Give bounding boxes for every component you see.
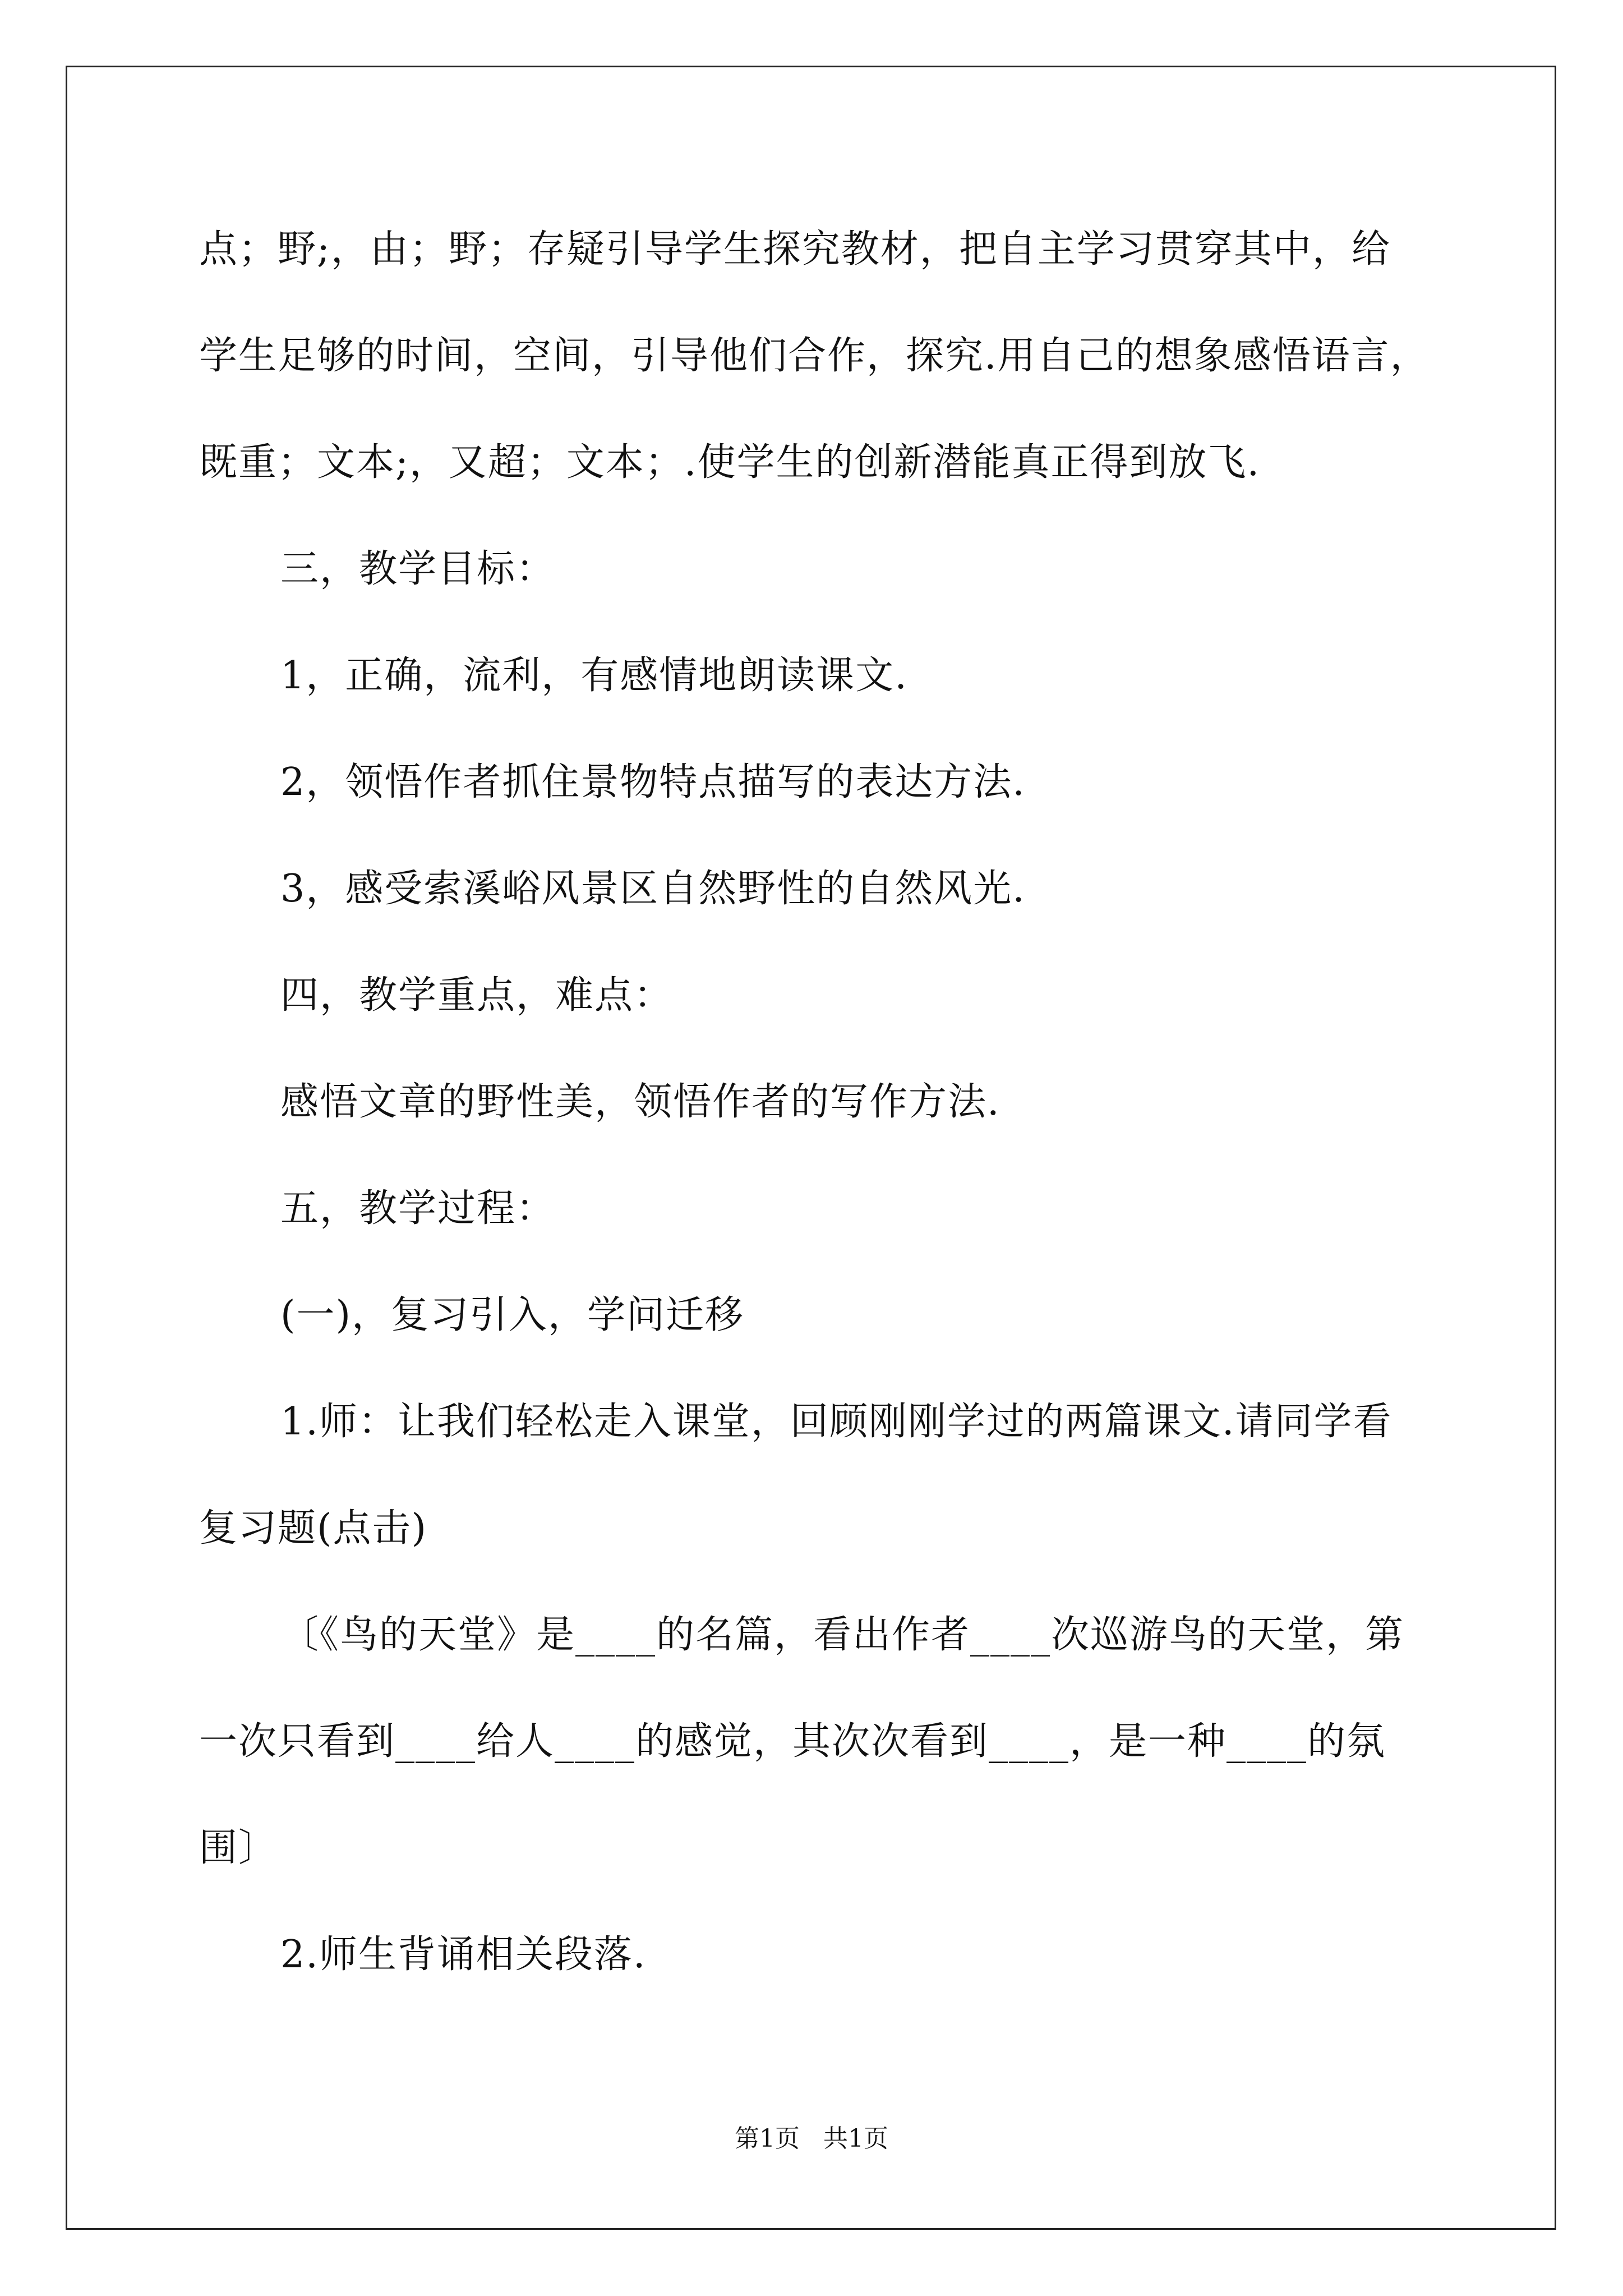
list-item: 1，正确，流利，有感情地朗读课文. xyxy=(280,654,908,698)
list-item: 2，领悟作者抓住景物特点描写的表达方法. xyxy=(280,760,1026,804)
paragraph-line: 一次只看到____给人____的感觉，其次次看到____，是一种____的氛 xyxy=(199,1719,1386,1764)
page-border xyxy=(66,66,1556,2230)
paragraph-line: 围〕 xyxy=(199,1826,278,1870)
paragraph-line: 既重；文本;，又超；文本；.使学生的创新潜能真正得到放飞. xyxy=(199,440,1261,485)
paragraph-line: 〔《鸟的天堂》是____的名篇，看出作者____次巡游鸟的天堂，第 xyxy=(280,1613,1405,1657)
section-heading: 五，教学过程： xyxy=(280,1186,556,1231)
page-footer: 第1页 共1页 xyxy=(735,2124,888,2153)
section-heading: 三，教学目标： xyxy=(280,547,556,591)
paragraph-line: 复习题(点击) xyxy=(199,1506,428,1550)
subsection-heading: (一)，复习引入，学问迁移 xyxy=(280,1293,745,1337)
paragraph-line: 1.师：让我们轻松走入课堂，回顾刚刚学过的两篇课文.请同学看 xyxy=(280,1400,1393,1444)
paragraph-line: 2.师生背诵相关段落. xyxy=(280,1932,647,1977)
paragraph-line: 点；野;，由；野；存疑引导学生探究教材，把自主学习贯穿其中，给 xyxy=(199,227,1391,272)
list-item: 3，感受索溪峪风景区自然野性的自然风光. xyxy=(280,867,1026,911)
paragraph-line: 感悟文章的野性美，领悟作者的写作方法. xyxy=(280,1080,1000,1124)
paragraph-line: 学生足够的时间，空间，引导他们合作，探究.用自己的想象感悟语言， xyxy=(199,334,1430,378)
section-heading: 四，教学重点，难点： xyxy=(280,973,674,1018)
